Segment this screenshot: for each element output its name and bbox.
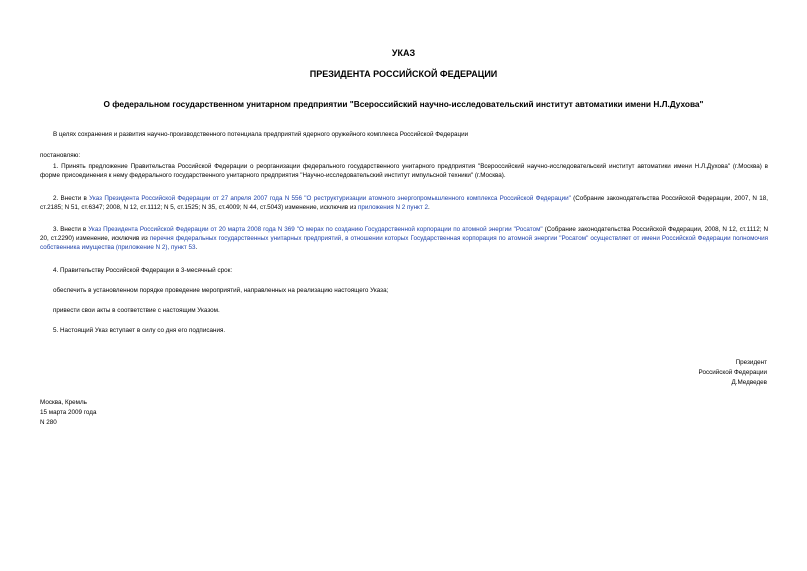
- signature-block: [567, 358, 767, 388]
- item-3: [40, 225, 768, 252]
- item-3-middle: (Собрание законодательства Российской Федерации, 2008, N 12, ст.1112; N 20, ст.2290) изменение, исключив из: [40, 226, 769, 242]
- item-2-prefix: 2. Внести в: [53, 195, 90, 202]
- place-number: N 280: [40, 419, 57, 426]
- item-3-decree-link[interactable]: Указ Президента Российской Федерации от 20 марта 2008 года N 369 "О мерах по созданию Государственной корпорации по атомной энергии "Росатом": [88, 226, 543, 233]
- item-2: [40, 194, 768, 212]
- decree-word: постановляю:: [40, 152, 81, 159]
- item-1: 1. Принять предложение Правительства Российской Федерации о реорганизации федерального государственного унитарного предприятия "Всероссийский научно-исследовательский институт автоматики имени Н.Л.Духова" (г.Москва) в форме присоединения к нему федерального государственного унитарного предприятия "Научно-исследовательский институт импульсной техники" (г.Москва).: [40, 163, 768, 179]
- item-2-suffix: .: [428, 204, 430, 211]
- item-4: 4. Правительству Российской Федерации в 3-месячный срок:: [53, 267, 233, 274]
- place-date: 15 марта 2009 года: [40, 409, 97, 416]
- signature-line-1: Президент: [735, 359, 767, 366]
- item-4a: обеспечить в установленном порядке проведение мероприятий, направленных на реализацию настоящего Указа;: [53, 287, 389, 294]
- place-block: [40, 398, 240, 428]
- item-4b: привести свои акты в соответствие с настоящим Указом.: [53, 307, 220, 314]
- item-5: 5. Настоящий Указ вступает в силу со дня его подписания.: [53, 327, 226, 334]
- document-subtitle: ПРЕЗИДЕНТА РОССИЙСКОЙ ФЕДЕРАЦИИ: [309, 69, 498, 79]
- item-3-suffix: .: [195, 244, 198, 251]
- item-2-middle: (Собрание законодательства Российской Федерации, 2007, N 18, ст.2185; N 51, ст.6347; 2008, N 12, ст.1112; N 5, ст.1525; N 35, ст.4009; N 44, ст.5043) изменение, исключив из: [40, 195, 769, 211]
- document-title: УКАЗ: [391, 48, 416, 58]
- item-2-appendix-link[interactable]: приложения N 2 пункт 2: [357, 204, 429, 211]
- item-2-decree-link[interactable]: Указ Президента Российской Федерации от 27 апреля 2007 года N 556 "О реструктуризации атомного энергопромышленного комплекса Российской Федерации": [89, 195, 571, 202]
- signature-line-3: Д.Медведев: [731, 379, 767, 386]
- document-heading: О федеральном государственном унитарном предприятии "Всероссийский научно-исследовательский институт автоматики имени Н.Л.Духова": [103, 99, 704, 109]
- place-city: Москва, Кремль: [40, 399, 87, 406]
- item-3-list-link[interactable]: перечня федеральных государственных унитарных предприятий, в отношении которых Государственная корпорация по атомной энергии "Росатом" осуществляет от имени Российской Федерации полномочия собственника имущества (приложение N 2), пункт 53: [40, 235, 768, 251]
- item-3-prefix: 3. Внести в: [53, 226, 89, 233]
- preamble: В целях сохранения и развития научно-производственного потенциала предприятий ядерного оружейного комплекса Российской Федерации: [53, 131, 469, 138]
- signature-line-2: Российской Федерации: [698, 369, 767, 376]
